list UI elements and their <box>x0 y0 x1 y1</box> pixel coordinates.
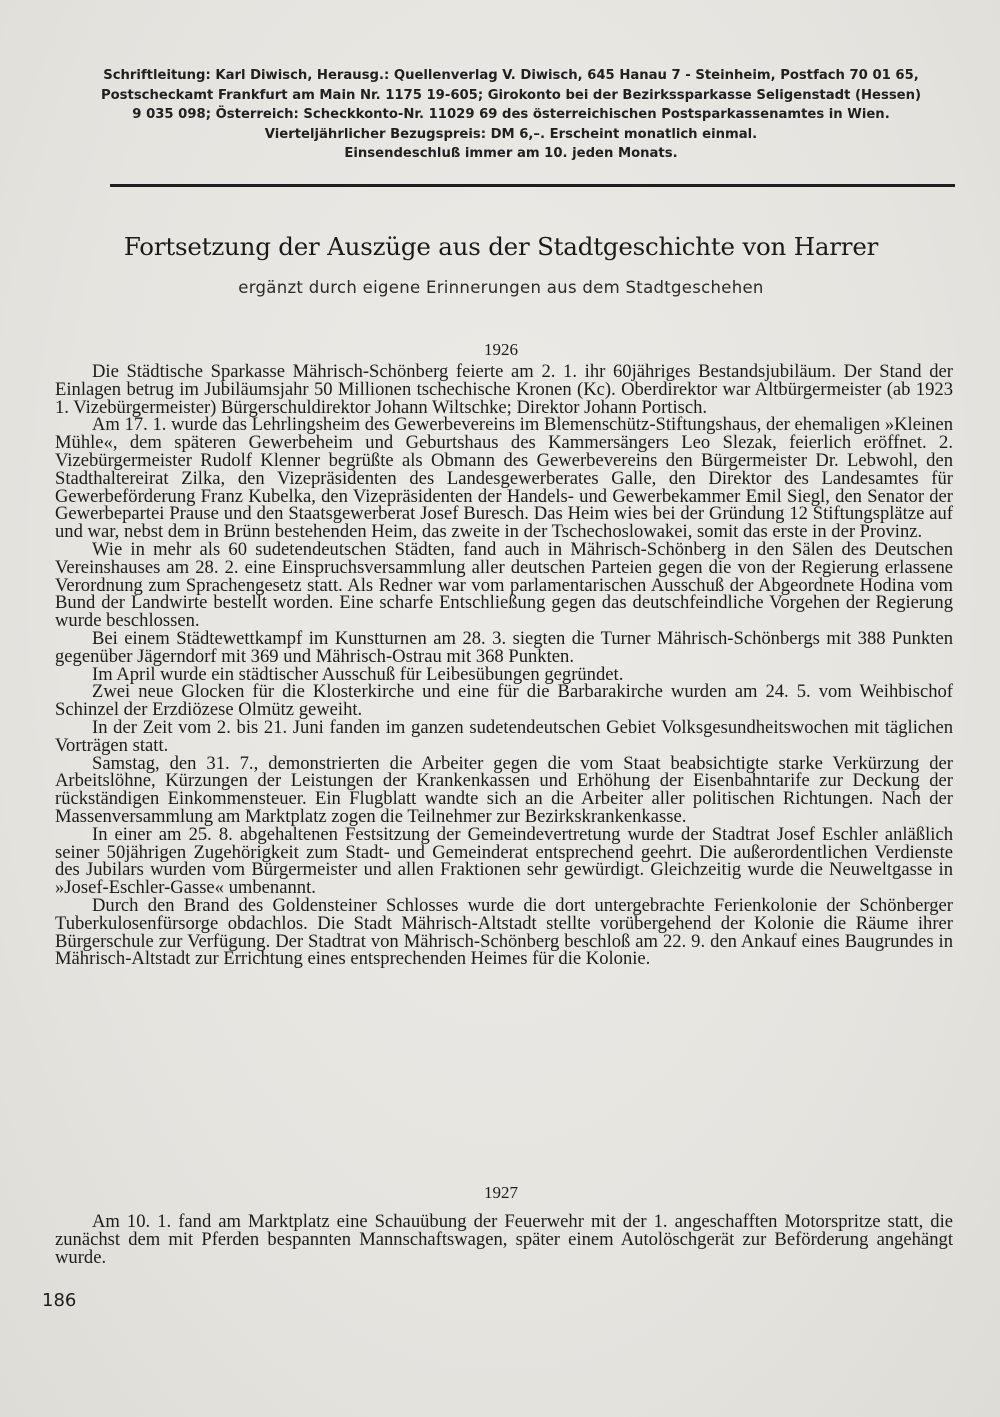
section-1926 <box>55 363 953 968</box>
paragraph: Wie in mehr als 60 sudetendeutschen Städten, fand auch in Mährisch-Schönberg in den Sälen des Deutschen Vereinshauses am 28. 2. eine Einspruchsversammlung aller deutschen Parteien gegen die von der Regierung erlassene Verordnung zum Sprachengesetz statt. Als Redner war vom parlamentarischen Ausschuß der Abgeordnete Hodina vom Bund der Landwirte bestellt worden. Eine scharfe Entschließung gegen das deutschfeindliche Vorgehen der Regierung wurde beschlossen. <box>55 538 953 632</box>
masthead-line: Schriftleitung: Karl Diwisch, Herausg.: Quellenverlag V. Diwisch, 645 Hanau 7 - Steinheim, Postfach 70 01 65, <box>103 68 919 83</box>
paragraph: Zwei neue Glocken für die Klosterkirche und eine für die Barbarakirche wurden am 24. 5. vom Weihbischof Schinzel der Erzdiözese Olmütz geweiht. <box>55 681 953 721</box>
paragraph: In einer am 25. 8. abgehaltenen Festsitzung der Gemeindevertretung wurde der Stadtrat Josef Eschler anläßlich seiner 50jährigen Zugehörigkeit zum Stadt- und Gemeinderat entsprechend geehrt. Die außerordentlichen Verdienste des Jubilars wurden vom Bürgermeister und allen Fraktionen sehr gewürdigt. Gleichzeitig wurde die Neuweltgasse in »Josef-Eschler-Gasse« umbenannt. <box>55 823 953 899</box>
year-heading-1927: 1927 <box>484 1183 518 1202</box>
paragraph: Bei einem Städtewettkampf im Kunstturnen am 28. 3. siegten die Turner Mährisch-Schönbergs mit 388 Punkten gegenüber Jägerndorf mit 369 und Mährisch-Ostrau mit 368 Punkten. <box>55 627 953 667</box>
masthead <box>60 66 962 164</box>
masthead-line: Einsendeschluß immer am 10. jeden Monats. <box>344 146 678 162</box>
article-title: Fortsetzung der Auszüge aus der Stadtgeschichte von Harrer <box>123 232 879 261</box>
page-number: 186 <box>42 1290 77 1311</box>
paragraph: In der Zeit vom 2. bis 21. Juni fanden im ganzen sudetendeutschen Gebiet Volksgesundheitswochen mit täglichen Vorträgen statt. <box>55 716 953 756</box>
paragraph: Im April wurde ein städtischer Ausschuß für Leibesübungen gegründet. <box>92 663 624 685</box>
masthead-line: Vierteljährlicher Bezugspreis: DM 6,–. Erscheint monatlich einmal. <box>264 126 758 142</box>
paragraph: Samstag, den 31. 7., demonstrierten die Arbeiter gegen die vom Staat beabsichtigte starke Verkürzung der Arbeitslöhne, Kürzungen der Leistungen der Krankenkassen und Erhöhung der Eisenbahntarife zur Deckung der rückständigen Einkommensteuer. Ein Flugblatt wandte sich an die Arbeiter aller politischen Richtungen. Nach der Massenversammlung am Marktplatz zogen die Teilnehmer zur Bezirkskrankenkasse. <box>55 752 953 827</box>
paragraph: Die Städtische Sparkasse Mährisch-Schönberg feierte am 2. 1. ihr 60jähriges Bestandsjubiläum. Der Stand der Einlagen betrug im Jubiläumsjahr 50 Millionen tschechische Kronen (Kc). Oberdirektor war Altbürgermeister (ab 1923 1. Vizebürgermeister) Bürgerschuldirektor Johann Wiltschke; Direktor Johann Portisch. <box>55 361 953 418</box>
section-1927 <box>55 1213 953 1266</box>
masthead-divider <box>110 184 955 187</box>
year-heading-1926: 1926 <box>484 340 518 359</box>
masthead-line: Postscheckamt Frankfurt am Main Nr. 1175 19-605; Girokonto bei der Bezirkssparkasse Seligenstadt (Hessen) <box>100 87 922 103</box>
masthead-line: 9 035 098; Österreich: Scheckkonto-Nr. 11029 69 des österreichischen Postsparkassenamtes in Wien. <box>132 107 890 123</box>
article-subtitle: ergänzt durch eigene Erinnerungen aus dem Stadtgeschehen <box>238 278 764 297</box>
paragraph: Durch den Brand des Goldensteiner Schlosses wurde die dort untergebrachte Ferienkolonie der Schönberger Tuberkulosenfürsorge obdachlos. Die Stadt Mährisch-Altstadt stellte vorübergehend der Kolonie die Räume ihrer Bürgerschule zur Verfügung. Der Stadtrat von Mährisch-Schönberg beschloß am 22. 9. den Ankauf eines Baugrundes in Mährisch-Altstadt zur Errichtung eines entsprechenden Heimes für die Kolonie. <box>55 894 953 970</box>
paragraph: Am 17. 1. wurde das Lehrlingsheim des Gewerbevereins im Blemenschütz-Stiftungshaus, der ehemaligen »Kleinen Mühle«, dem späteren Gewerbeheim und Geburtshaus des Kammersängers Leo Slezak, feierlich eröffnet. 2. Vizebürgermeister Rudolf Klenner begrüßte als Obmann des Gewerbevereins den Bürgermeister Dr. Lebwohl, den Stadthaltereirat Zilka, den Vizepräsidenten des Landesgewerberates Galle, den Direktor des Landesamtes für Gewerbeförderung Franz Kubelka, den Vizepräsidenten der Handels- und Gewerbekammer Emil Siegl, den Senator der Gewerbepartei Prause und den Staatsgewerberat Josef Buresch. Das Heim wies bei der Gründung 12 Stiftungsplätze auf und war, nebst dem in Brünn bestehenden Heim, das zweite in der Tschechoslowakei, somit das erste in der Provinz. <box>55 414 953 543</box>
paragraph: Am 10. 1. fand am Marktplatz eine Schauübung der Feuerwehr mit der 1. angeschafften Motorspritze statt, die zunächst dem mit Pferden bespannten Mannschaftswagen, später einem Autolöschgerät zur Beförderung angehängt wurde. <box>55 1211 953 1268</box>
